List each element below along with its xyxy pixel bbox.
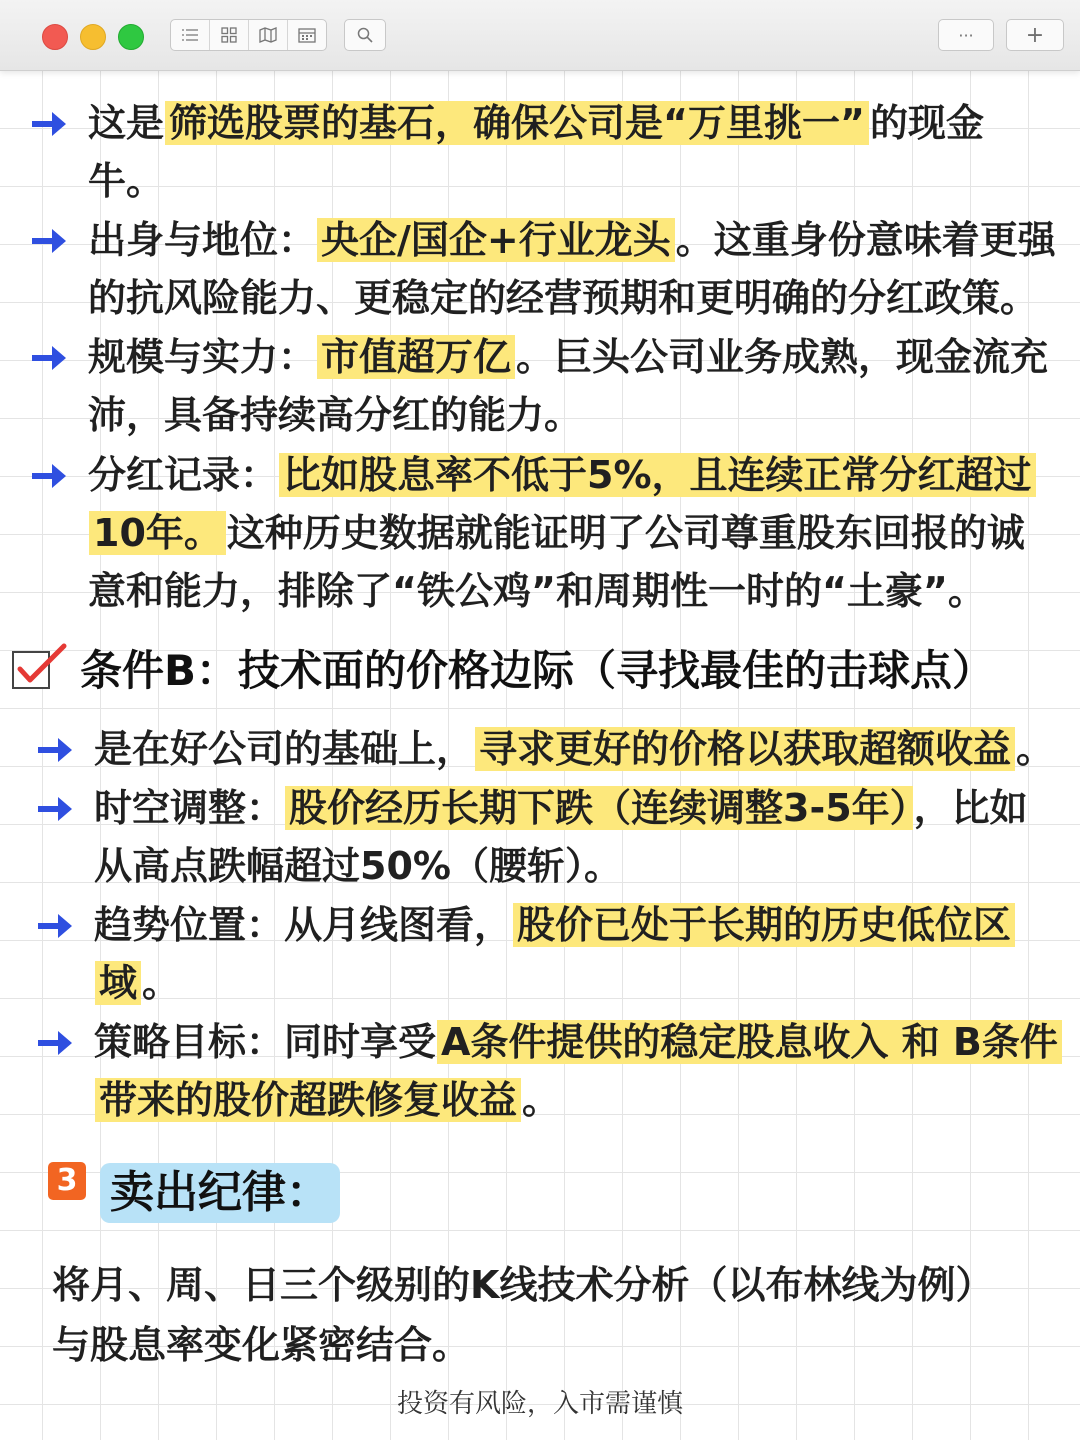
minimize-window-button[interactable] <box>80 24 106 50</box>
more-icon: ··· <box>958 25 974 45</box>
text-segment: 的现金 <box>869 101 984 145</box>
a-bullet-4-line-1 <box>88 450 1037 500</box>
text-segment: 牛。 <box>88 159 165 203</box>
window-toolbar <box>0 0 1080 71</box>
add-icon: + <box>1025 22 1045 48</box>
section-b-heading: 条件B：技术面的价格边际（寻找最佳的击球点） <box>80 646 995 695</box>
highlighted-text: 带来的股价超跌修复收益 <box>95 1078 521 1122</box>
close-window-button[interactable] <box>42 24 68 50</box>
text-segment: 沛，具备持续高分红的能力。 <box>88 393 583 437</box>
paragraph-line-1: 将月、周、日三个级别的K线技术分析（以布林线为例） <box>52 1263 994 1307</box>
a-bullet-1-line-2 <box>88 156 164 206</box>
b-bullet-3-line-1 <box>94 900 1016 950</box>
map-icon <box>259 27 277 43</box>
highlighted-text: A条件提供的稳定股息收入 和 B条件 <box>437 1020 1062 1064</box>
text-segment: 从高点跌幅超过50%（腰斩）。 <box>94 844 622 888</box>
text-segment: 规模与实力： <box>88 335 317 379</box>
checkbox-checked-icon <box>12 642 70 692</box>
a-bullet-1-line-1 <box>88 98 984 148</box>
a-bullet-2-line-1 <box>88 215 1056 265</box>
b-bullet-2-line-2 <box>94 841 622 891</box>
grid-icon <box>221 27 237 43</box>
a-bullet-3-line-1 <box>88 332 1048 382</box>
text-segment: 。 <box>142 961 181 1005</box>
arrow-right-icon <box>36 1028 74 1058</box>
highlighted-text: 央企/国企+行业龙头 <box>317 218 675 262</box>
more-button[interactable] <box>938 19 994 51</box>
list-view-button[interactable] <box>171 20 210 50</box>
arrow-right-icon <box>36 911 74 941</box>
text-segment: ，比如 <box>913 786 1028 830</box>
grid-view-button[interactable] <box>210 20 249 50</box>
risk-disclaimer: 投资有风险，入市需谨慎 <box>396 1389 683 1419</box>
text-segment: 是在好公司的基础上， <box>94 727 475 771</box>
text-segment: 这是 <box>88 101 165 145</box>
calendar-icon <box>298 27 316 43</box>
arrow-right-icon <box>30 109 68 139</box>
arrow-right-icon <box>30 343 68 373</box>
a-bullet-4-line-2 <box>88 508 1025 558</box>
zoom-window-button[interactable] <box>118 24 144 50</box>
text-segment: 这种历史数据就能证明了公司尊重股东回报的诚 <box>226 511 1025 555</box>
highlighted-text: 10年。 <box>89 511 226 555</box>
highlighted-text: 域 <box>95 961 141 1005</box>
b-bullet-4-line-1 <box>94 1017 1063 1067</box>
text-segment: 。 <box>522 1078 561 1122</box>
search-icon <box>357 27 373 43</box>
section-3-title: 卖出纪律： <box>100 1163 340 1223</box>
a-bullet-3-line-2 <box>88 390 582 440</box>
view-mode-group <box>170 19 327 51</box>
highlighted-text: 寻求更好的价格以获取超额收益 <box>475 727 1015 771</box>
a-bullet-2-line-2 <box>88 273 1038 323</box>
add-button[interactable] <box>1006 19 1064 51</box>
a-bullet-4-line-3 <box>88 566 986 616</box>
b-bullet-2-line-1 <box>94 783 1028 833</box>
text-segment: 意和能力，排除了“铁公鸡”和周期性一时的“土豪”。 <box>88 569 986 613</box>
section-number-badge: 3 <box>48 1162 86 1200</box>
text-segment: 。这重身份意味着更强 <box>675 218 1056 262</box>
text-segment: 。 <box>1016 727 1055 771</box>
arrow-right-icon <box>30 461 68 491</box>
text-segment: 的抗风险能力、更稳定的经营预期和更明确的分红政策。 <box>88 276 1039 320</box>
search-button[interactable] <box>344 19 386 51</box>
arrow-right-icon <box>30 226 68 256</box>
calendar-view-button[interactable] <box>288 20 326 50</box>
text-segment: 趋势位置：从月线图看， <box>94 903 513 947</box>
arrow-right-icon <box>36 735 74 765</box>
text-segment: 分红记录： <box>88 453 279 497</box>
highlighted-text: 股价经历长期下跌（连续调整3-5年） <box>285 786 913 830</box>
highlighted-text: 股价已处于长期的历史低位区 <box>513 903 1015 947</box>
b-bullet-4-line-2 <box>94 1075 560 1125</box>
highlighted-text: 筛选股票的基石，确保公司是“万里挑一” <box>165 101 869 145</box>
map-view-button[interactable] <box>249 20 288 50</box>
b-bullet-1-line-1 <box>94 724 1054 774</box>
arrow-right-icon <box>36 794 74 824</box>
text-segment: 。巨头公司业务成熟，现金流充 <box>516 335 1049 379</box>
list-icon <box>181 28 199 42</box>
text-segment: 时空调整： <box>94 786 285 830</box>
paragraph-line-2: 与股息率变化紧密结合。 <box>52 1323 471 1367</box>
highlighted-text: 市值超万亿 <box>317 335 515 379</box>
text-segment: 策略目标：同时享受 <box>94 1020 437 1064</box>
b-bullet-3-line-2 <box>94 958 180 1008</box>
text-segment: 出身与地位： <box>88 218 317 262</box>
highlighted-text: 比如股息率不低于5%，且连续正常分红超过 <box>279 453 1036 497</box>
